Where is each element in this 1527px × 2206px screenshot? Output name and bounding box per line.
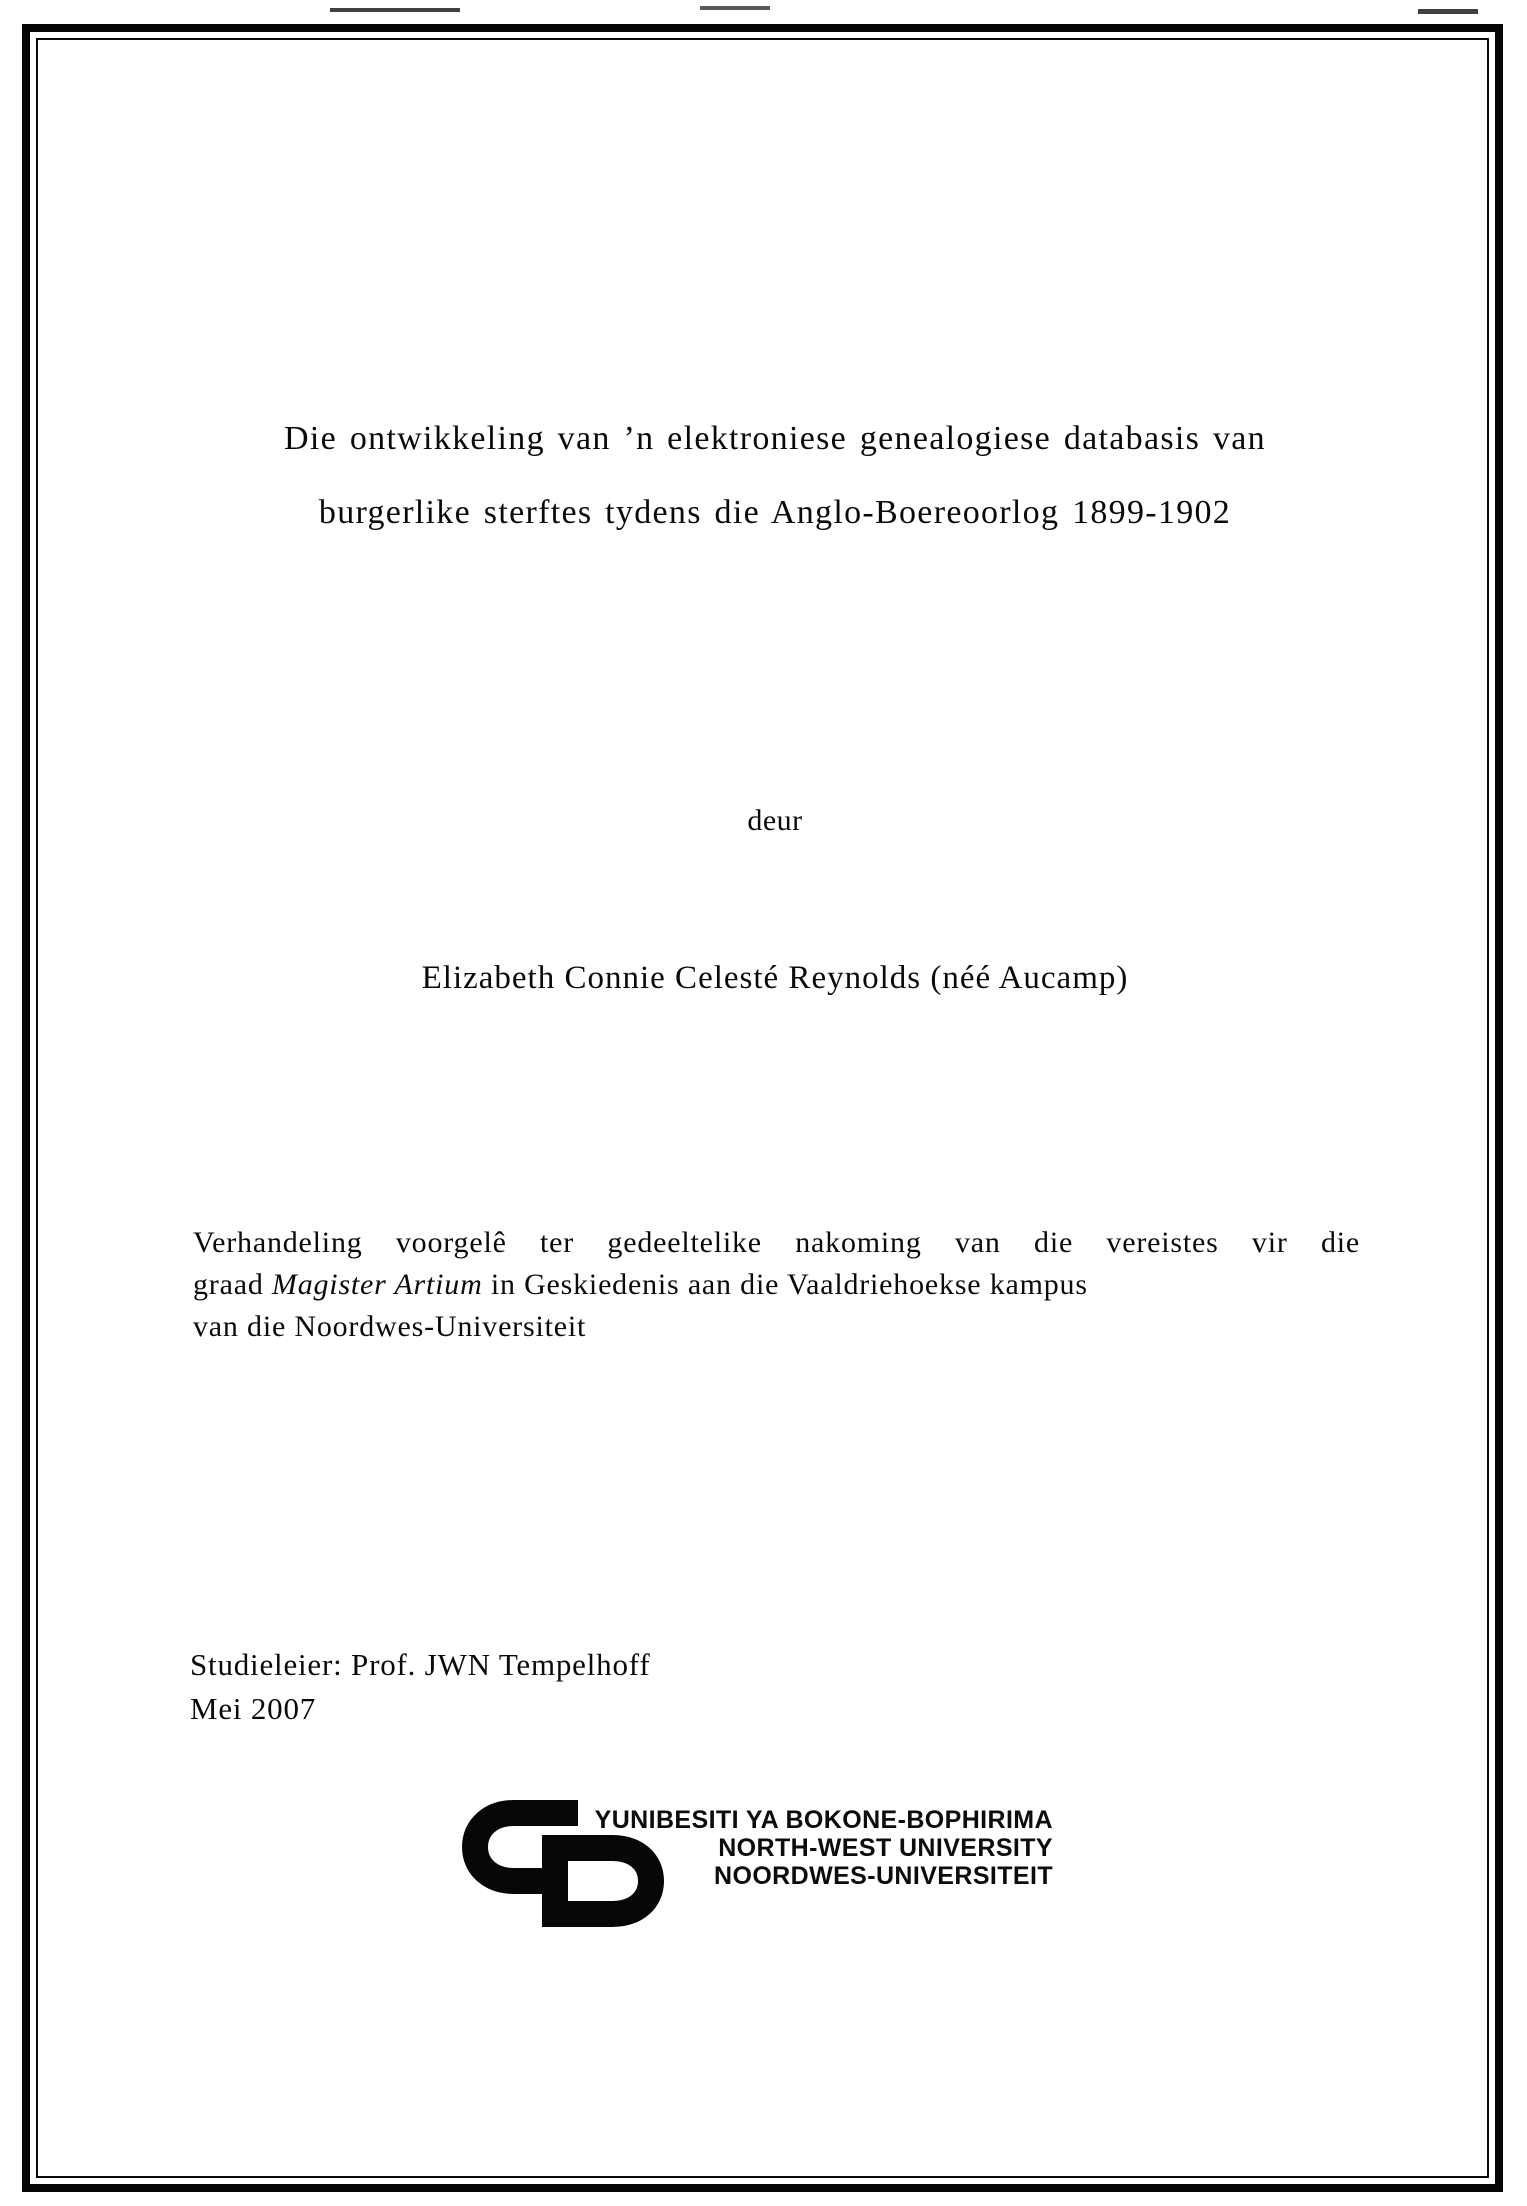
supervisor-block — [190, 1643, 650, 1731]
author-name: Elizabeth Connie Celesté Reynolds (néé Aucamp) — [421, 960, 1129, 996]
degree-line2-prefix: graad — [193, 1268, 272, 1301]
thesis-title-line-1: Die ontwikkeling van ’n elektroniese genealogiese databasis van — [284, 420, 1266, 457]
date-line: Mei 2007 — [190, 1691, 317, 1726]
logo-text-afrikaans: NOORDWES-UNIVERSITEIT — [714, 1862, 1053, 1890]
logo-text-setswana: YUNIBESITI YA BOKONE-BOPHIRIMA — [594, 1806, 1053, 1834]
university-logo-wordmark — [585, 1806, 1053, 1890]
logo-text-english: NORTH-WEST UNIVERSITY — [718, 1834, 1053, 1862]
degree-statement-line-2 — [193, 1264, 1360, 1306]
university-logo — [462, 1800, 1062, 1940]
thesis-title — [195, 402, 1355, 550]
byline: deur — [747, 804, 803, 837]
supervisor-line: Studieleier: Prof. JWN Tempelhoff — [190, 1647, 651, 1682]
scan-artifact — [1418, 9, 1478, 14]
scan-artifact — [330, 8, 460, 12]
degree-statement — [193, 1222, 1360, 1348]
degree-line2-suffix: in Geskiedenis aan die Vaaldriehoekse kampus — [482, 1268, 1088, 1301]
degree-statement-line-3: van die Noordwes-Universiteit — [193, 1310, 587, 1343]
thesis-title-line-2: burgerlike sterftes tydens die Anglo-Boereoorlog 1899-1902 — [318, 494, 1232, 531]
scan-artifact — [700, 6, 770, 10]
degree-statement-line-1: Verhandeling voorgelê ter gedeeltelike nakoming van die vereistes vir die — [193, 1226, 1360, 1259]
degree-name-italic: Magister Artium — [271, 1268, 483, 1301]
